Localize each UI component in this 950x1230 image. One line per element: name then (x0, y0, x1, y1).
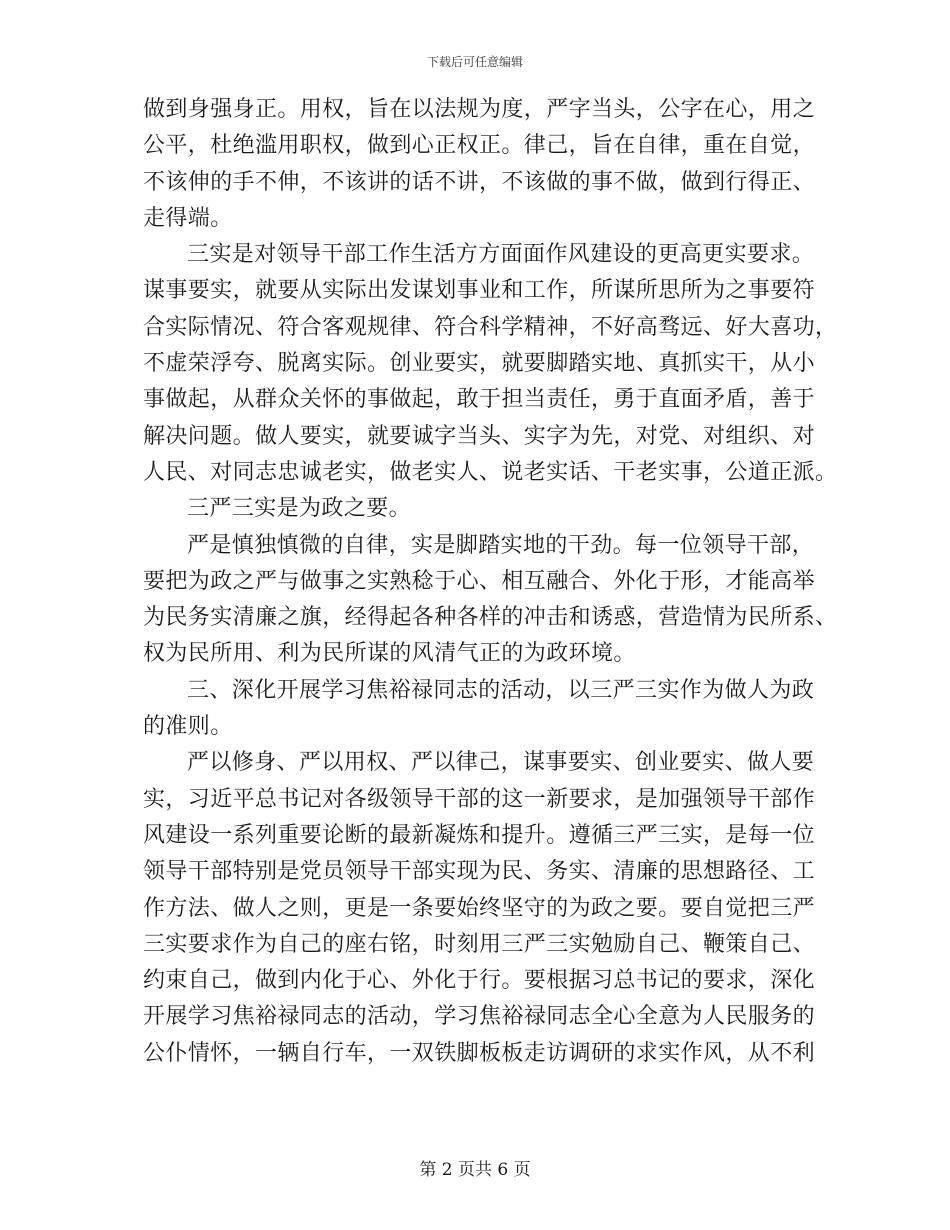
body-line: 解决问题。做人要实，就要诚字当头、实字为先，对党、对组织、对 (143, 423, 816, 449)
body-line: 权为民所用、利为民所谋的风清气正的为政环境。 (143, 641, 636, 667)
page-number: 第 2 页共 6 页 (419, 1160, 531, 1180)
paragraph-start-line: 三实是对领导干部工作生活方方面面作风建设的更高更实要求。 (187, 242, 815, 268)
body-line: 公平，杜绝滥用职权，做到心正权正。律己，旨在自律，重在自觉， (143, 133, 816, 159)
body-line: 为民务实清廉之旗，经得起各种各样的冲击和诱惑，营造情为民所系、 (143, 605, 838, 631)
paragraph-start-line: 三严三实是为政之要。 (187, 496, 412, 522)
document-body (143, 92, 838, 1072)
body-line: 三实要求作为自己的座右铭，时刻用三严三实勉励自己、鞭策自己、 (143, 931, 816, 957)
section-heading-line: 的准则。 (143, 714, 233, 740)
body-line: 走得端。 (143, 205, 233, 231)
paragraph-start-line: 严以修身、严以用权、严以律己，谋事要实、创业要实、做人要 (187, 750, 815, 776)
body-line: 不该伸的手不伸，不该讲的话不讲，不该做的事不做，做到行得正、 (143, 169, 816, 195)
paragraph-start-line: 严是慎独慎微的自律，实是脚踏实地的干劲。每一位领导干部， (187, 532, 815, 558)
body-line: 事做起，从群众关怀的事做起，敢于担当责任，勇于直面矛盾，善于 (143, 387, 816, 413)
body-line: 风建设一系列重要论断的最新凝炼和提升。遵循三严三实，是每一位 (143, 822, 816, 848)
body-line: 领导干部特别是党员领导干部实现为民、务实、清廉的思想路径、工 (143, 859, 816, 885)
body-line: 约束自己，做到内化于心、外化于行。要根据习总书记的要求，深化 (143, 968, 816, 994)
body-line: 做到身强身正。用权，旨在以法规为度，严字当头，公字在心，用之 (143, 97, 816, 122)
body-line: 谋事要实，就要从实际出发谋划事业和工作，所谋所思所为之事要符 (143, 278, 816, 304)
body-line: 实，习近平总书记对各级领导干部的这一新要求，是加强领导干部作 (143, 786, 816, 812)
body-line: 公仆情怀，一辆自行车，一双铁脚板板走访调研的求实作风，从不利 (143, 1040, 816, 1066)
body-line: 开展学习焦裕禄同志的活动，学习焦裕禄同志全心全意为人民服务的 (143, 1004, 816, 1030)
body-line: 不虚荣浮夸、脱离实际。创业要实，就要脚踏实地、真抓实干，从小 (143, 351, 816, 377)
body-line: 人民、对同志忠诚老实，做老实人、说老实话、干老实事，公道正派。 (143, 459, 838, 485)
page-header: 下载后可任意编辑 (426, 55, 523, 69)
body-line: 要把为政之严与做事之实熟稔于心、相互融合、外化于形，才能高举 (143, 568, 816, 594)
body-line: 作方法、做人之则，更是一条要始终坚守的为政之要。要自觉把三严 (143, 895, 816, 921)
section-heading-line: 三、深化开展学习焦裕禄同志的活动，以三严三实作为做人为政 (187, 677, 815, 703)
body-line: 合实际情况、符合客观规律、符合科学精神，不好高骛远、好大喜功， (143, 314, 838, 340)
